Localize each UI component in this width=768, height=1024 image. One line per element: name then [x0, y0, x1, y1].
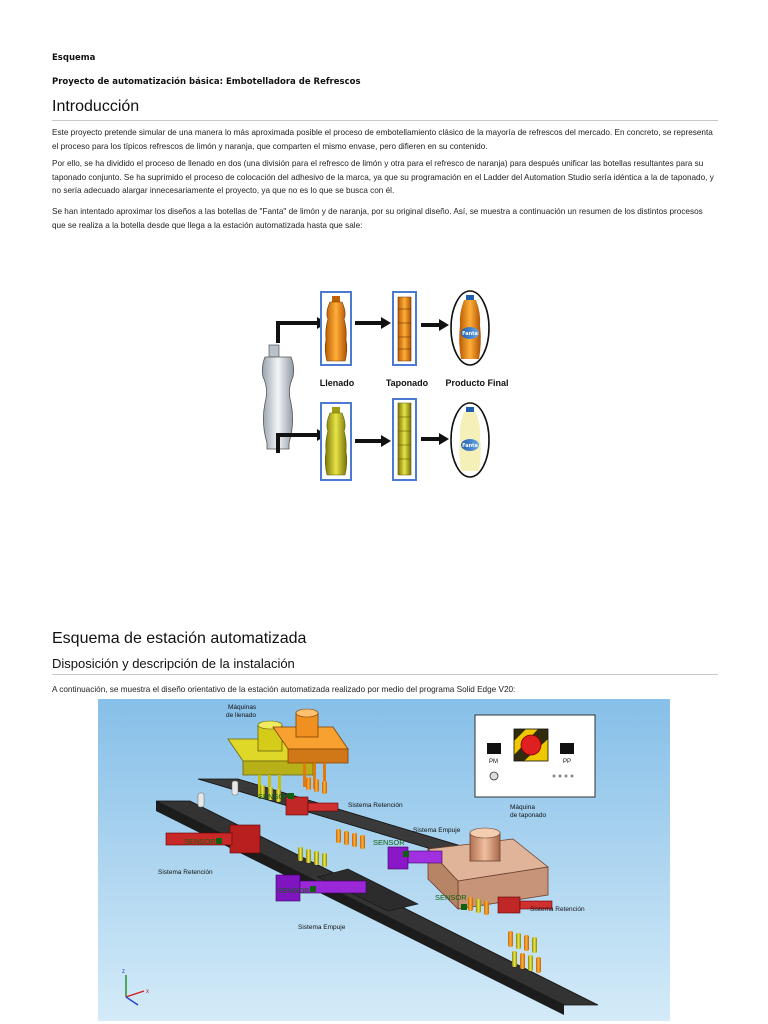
label-sensor: SENSOR [258, 792, 290, 801]
label-taponado: Taponado [385, 378, 429, 388]
final-lemon-product [451, 403, 489, 477]
final-orange-product [451, 291, 489, 365]
station-rule [52, 674, 718, 675]
pp-button [560, 743, 574, 754]
orange-filled-bottle [321, 292, 351, 365]
label-sensor: SENSOR [278, 886, 310, 895]
project-title: Proyecto de automatización básica: Embotelladora de Refrescos [52, 77, 361, 87]
axis-z-label: z [122, 969, 125, 975]
emergency-stop-icon [521, 735, 541, 755]
intro-heading: Introducción [52, 98, 140, 115]
doc-label: Esquema [52, 53, 96, 63]
lemon-capping-stack [393, 399, 416, 480]
label-sensor: SENSOR [435, 893, 467, 902]
axis-x-label: x [146, 989, 149, 995]
pm-button [487, 743, 501, 754]
label-capping-machine-line1: Máquina [510, 804, 535, 811]
station-scene [98, 699, 670, 1021]
panel-label-pm: PM [489, 759, 498, 765]
process-diagram [255, 285, 515, 490]
intro-paragraph-3: Se han intentado aproximar los diseños a las botellas de "Fanta" de limón y de naranja, por su original diseño. Así, se muestra a continuación un resumen de los distintos procesos que se realiza a la botella desde que llega a la estación automatizada hasta que sale: [52, 207, 703, 230]
label-retention-top: Sistema Retención [348, 802, 403, 809]
label-push-bottom: Sistema Empuje [298, 924, 346, 931]
intro-rule [52, 120, 718, 121]
lemon-filled-bottle [321, 403, 351, 480]
label-filling-machines-line1: Máquinas [228, 704, 257, 711]
label-sensor: SENSOR [184, 837, 216, 846]
label-retention-left: Sistema Retención [158, 869, 213, 876]
fanta-logo-text: Fanta [462, 331, 478, 337]
label-capping-machine-line2: de taponado [510, 812, 547, 819]
power-icon [490, 772, 498, 780]
intro-paragraph-1: Este proyecto pretende simular de una manera lo más aproximada posible el proceso de embotellamiento clásico de la mayoría de refrescos del mercado. En concreto, se representa el proceso para los típicos refrescos de limón y naranja, que comparten el mismo envase, pero difieren en su contenido. [52, 128, 713, 151]
station-paragraph: A continuación, se muestra el diseño orientativo de la estación automatizada realizado por medio del programa Solid Edge V20: [52, 685, 516, 694]
station-heading: Esquema de estación automatizada [52, 630, 307, 647]
label-push-top: Sistema Empuje [413, 827, 461, 834]
control-panel [475, 715, 595, 797]
panel-label-pp: PP [563, 759, 572, 765]
label-retention-right: Sistema Retención [530, 906, 585, 913]
label-producto-final: Producto Final [445, 378, 509, 388]
label-filling-machines-line2: de llenado [226, 712, 256, 719]
label-sensor: SENSOR [373, 838, 405, 847]
label-llenado: Llenado [319, 378, 355, 388]
orange-capping-stack [393, 292, 416, 365]
fanta-logo-text: Fanta [462, 443, 478, 449]
station-subheading: Disposición y descripción de la instalación [52, 656, 295, 671]
intro-paragraph-2: Por ello, se ha dividido el proceso de llenado en dos (una división para el refresco de limón y otra para el refresco de naranja) para después unificar las botellas resultantes para su taponado conjunto. Se ha suprimido el proceso de colocación del adhesivo de la marca, ya que su programación en el Ladder del Automation Studio sería idéntica a la de taponado, y no sería adecuado alargar innecesariamente el proyecto, ya que no es lo que se busca con él. [52, 159, 714, 196]
